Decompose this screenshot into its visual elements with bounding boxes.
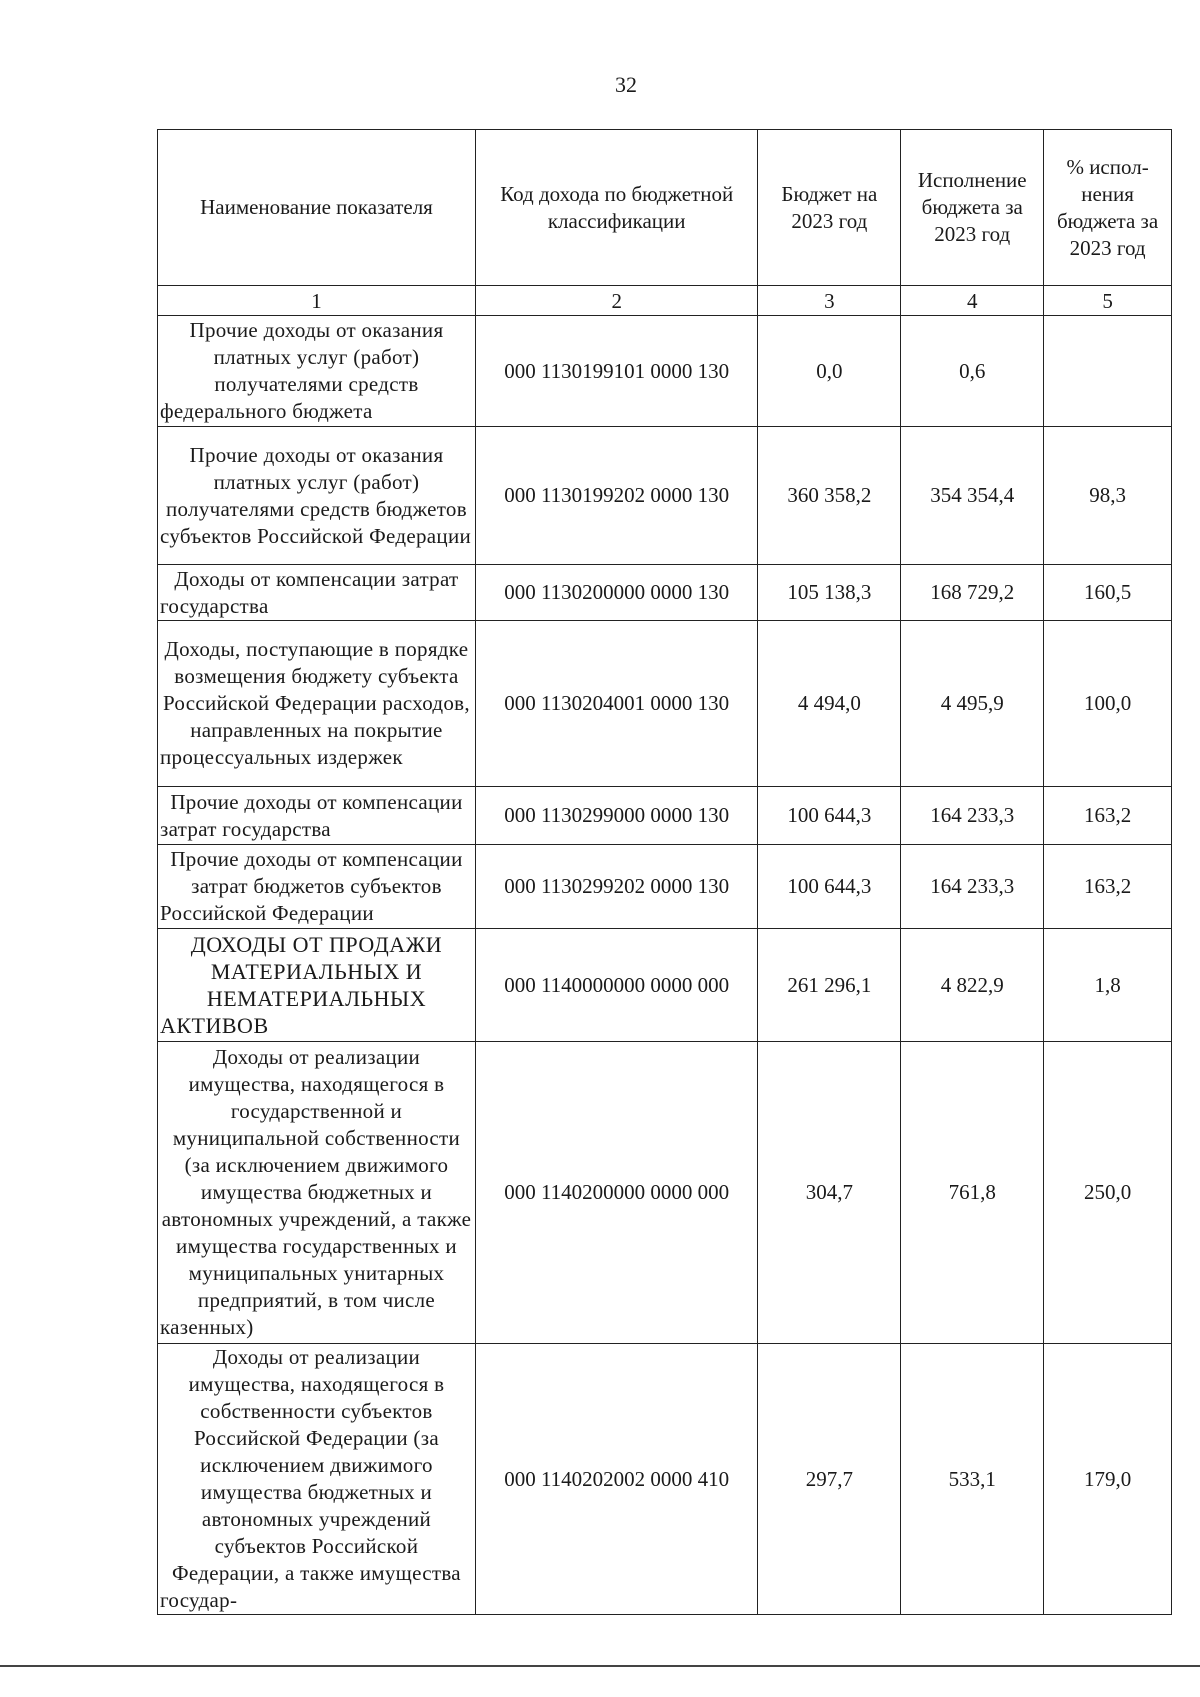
bottom-rule (0, 1665, 1200, 1667)
row-execution: 4 822,9 (901, 929, 1044, 1042)
row-budget: 100 644,3 (758, 845, 901, 929)
header-row (158, 130, 1172, 286)
header-execution: Исполнение бюджета за 2023 год (901, 130, 1044, 286)
row-code: 000 1140000000 0000 000 (475, 929, 758, 1042)
table-row (158, 316, 1172, 427)
row-execution: 354 354,4 (901, 427, 1044, 565)
row-code: 000 1130199101 0000 130 (475, 316, 758, 427)
row-code: 000 1130299000 0000 130 (475, 787, 758, 845)
row-execution: 164 233,3 (901, 845, 1044, 929)
row-budget: 304,7 (758, 1042, 901, 1344)
row-percent: 100,0 (1044, 621, 1172, 787)
row-budget: 105 138,3 (758, 565, 901, 621)
column-number: 2 (475, 286, 758, 316)
row-name: Доходы от компенсации затрат государства (158, 565, 476, 621)
row-percent: 163,2 (1044, 845, 1172, 929)
row-name: Прочие доходы от компенсации затрат бюджетов субъектов Российской Федерации (158, 845, 476, 929)
row-execution: 164 233,3 (901, 787, 1044, 845)
row-code: 000 1130299202 0000 130 (475, 845, 758, 929)
row-code: 000 1130204001 0000 130 (475, 621, 758, 787)
row-name: Доходы от реализации имущества, находящегося в государственной и муниципальной собственности (за исключением движимого имущества бюджетных и автономных учреждений, а также имущества государственных и муниципальных унитарных предприятий, в том числе казенных) (158, 1042, 476, 1344)
column-number-row (158, 286, 1172, 316)
table-row (158, 621, 1172, 787)
row-code: 000 1140202002 0000 410 (475, 1344, 758, 1615)
row-code: 000 1130200000 0000 130 (475, 565, 758, 621)
row-budget: 297,7 (758, 1344, 901, 1615)
header-name: Наименование показателя (158, 130, 476, 286)
row-name: ДОХОДЫ ОТ ПРОДАЖИ МАТЕРИАЛЬНЫХ И НЕМАТЕРИАЛЬНЫХ АКТИВОВ (158, 929, 476, 1042)
page-number: 32 (615, 72, 637, 97)
table-row (158, 845, 1172, 929)
row-percent: 163,2 (1044, 787, 1172, 845)
row-name: Доходы от реализации имущества, находящегося в собственности субъектов Российской Федерации (за исключением движимого имущества бюджетных и автономных учреждений субъектов Российской Федерации, а также имущества государ- (158, 1344, 476, 1615)
table-row (158, 1042, 1172, 1344)
column-number: 1 (158, 286, 476, 316)
row-percent: 160,5 (1044, 565, 1172, 621)
column-number: 5 (1044, 286, 1172, 316)
row-percent: 1,8 (1044, 929, 1172, 1042)
table-row (158, 787, 1172, 845)
table-row (158, 929, 1172, 1042)
row-budget: 261 296,1 (758, 929, 901, 1042)
table-row (158, 427, 1172, 565)
row-execution: 0,6 (901, 316, 1044, 427)
row-budget: 100 644,3 (758, 787, 901, 845)
row-name: Прочие доходы от компенсации затрат государства (158, 787, 476, 845)
row-code: 000 1130199202 0000 130 (475, 427, 758, 565)
row-budget: 360 358,2 (758, 427, 901, 565)
header-budget: Бюджет на 2023 год (758, 130, 901, 286)
row-code: 000 1140200000 0000 000 (475, 1042, 758, 1344)
row-percent (1044, 316, 1172, 427)
row-name: Прочие доходы от оказания платных услуг (работ) получателями средств федерального бюджета (158, 316, 476, 427)
row-execution: 761,8 (901, 1042, 1044, 1344)
table-row (158, 565, 1172, 621)
budget-table (157, 129, 1172, 1615)
row-percent: 179,0 (1044, 1344, 1172, 1615)
row-name: Доходы, поступающие в порядке возмещения бюджету субъекта Российской Федерации расходов, направленных на покрытие процессуальных издержек (158, 621, 476, 787)
row-name: Прочие доходы от оказания платных услуг (работ) получателями средств бюджетов субъектов Российской Федерации (158, 427, 476, 565)
column-number: 4 (901, 286, 1044, 316)
row-percent: 98,3 (1044, 427, 1172, 565)
row-percent: 250,0 (1044, 1042, 1172, 1344)
column-number: 3 (758, 286, 901, 316)
header-percent: % испол-нения бюджета за 2023 год (1044, 130, 1172, 286)
row-execution: 168 729,2 (901, 565, 1044, 621)
row-execution: 4 495,9 (901, 621, 1044, 787)
row-budget: 4 494,0 (758, 621, 901, 787)
table-row (158, 1344, 1172, 1615)
row-budget: 0,0 (758, 316, 901, 427)
row-execution: 533,1 (901, 1344, 1044, 1615)
header-code: Код дохода по бюджетной классификации (475, 130, 758, 286)
